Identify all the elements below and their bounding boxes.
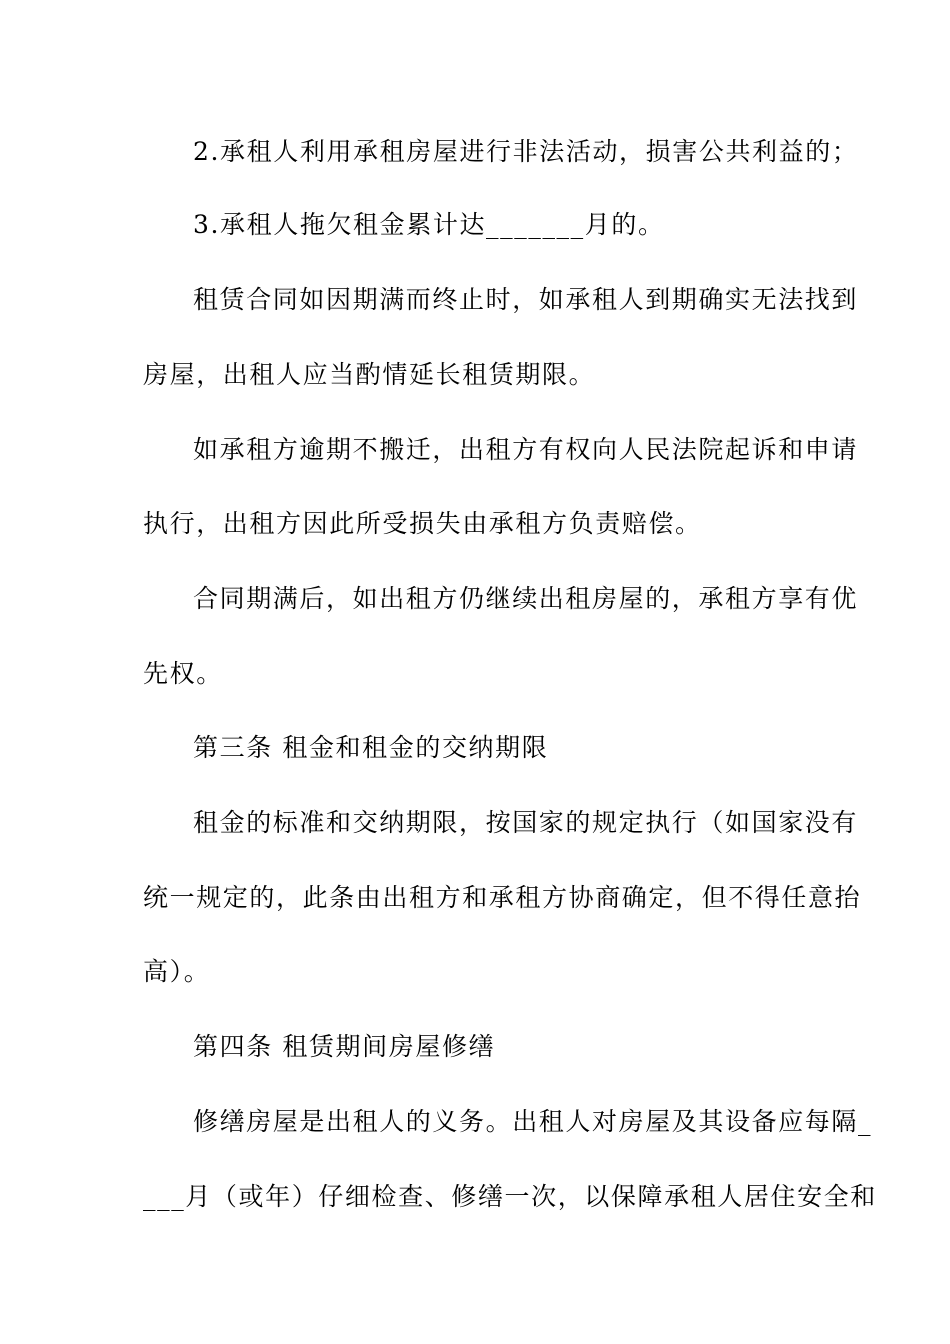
section-heading-article-3: 第三条 租金和租金的交纳期限 [193,733,549,762]
paragraph-line: ___月（或年）仔细检查、修缮一次，以保障承租人居住安全和 [143,1182,877,1211]
paragraph-line: 如承租方逾期不搬迁，出租方有权向人民法院起诉和申请 [193,435,859,464]
clause-item-2: 2.承租人利用承租房屋进行非法活动，损害公共利益的； [193,137,859,166]
paragraph-line: 执行，出租方因此所受损失由承租方负责赔偿。 [143,509,702,538]
section-heading-article-4: 第四条 租赁期间房屋修缮 [193,1032,496,1061]
paragraph-line: 高）。 [143,957,211,986]
paragraph-line: 房屋，出租人应当酌情延长租赁期限。 [143,360,596,389]
paragraph-line: 合同期满后，如出租方仍继续出租房屋的，承租方享有优 [193,584,859,613]
paragraph-line: 修缮房屋是出租人的义务。出租人对房屋及其设备应每隔_ [193,1107,873,1136]
paragraph-line: 租赁合同如因期满而终止时，如承租人到期确实无法找到 [193,285,859,314]
clause-item-3: 3.承租人拖欠租金累计达_______月的。 [193,210,665,239]
paragraph-line: 先权。 [143,659,223,688]
paragraph-line: 统一规定的，此条由出租方和承租方协商确定，但不得任意抬 [143,883,862,912]
paragraph-line: 租金的标准和交纳期限，按国家的规定执行（如国家没有 [193,808,859,837]
